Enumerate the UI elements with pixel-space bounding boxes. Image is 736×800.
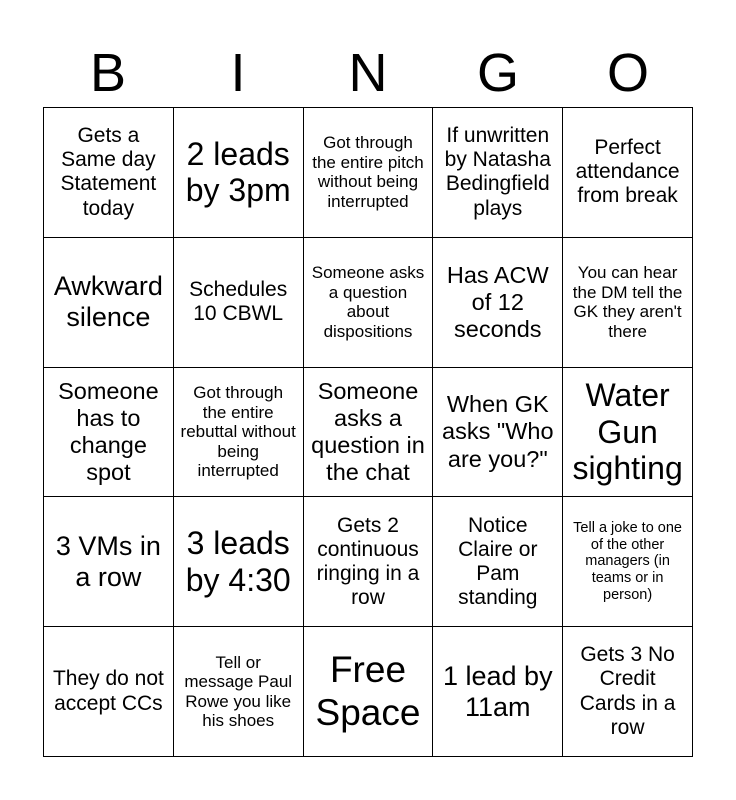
bingo-cell-r3c3[interactable] bbox=[304, 368, 434, 498]
bingo-cell-r1c4[interactable] bbox=[433, 108, 563, 238]
bingo-cell-free-space[interactable] bbox=[304, 627, 434, 757]
bingo-cell-r1c3[interactable] bbox=[304, 108, 434, 238]
bingo-cell-r3c5[interactable] bbox=[563, 368, 693, 498]
bingo-cell-r4c2[interactable] bbox=[174, 497, 304, 627]
bingo-cell-r4c4[interactable] bbox=[433, 497, 563, 627]
cell-text: When GK asks "Who are you?" bbox=[442, 391, 554, 472]
bingo-cell-r1c1[interactable] bbox=[44, 108, 174, 238]
cell-text: Perfect attendance from break bbox=[575, 136, 680, 208]
cell-text: Gets a Same day Statement today bbox=[60, 124, 157, 220]
cell-text: Tell a joke to one of the other managers (in teams or in person) bbox=[573, 520, 682, 603]
bingo-cell-r3c4[interactable] bbox=[433, 368, 563, 498]
bingo-grid bbox=[43, 107, 693, 757]
bingo-header bbox=[43, 40, 693, 106]
bingo-cell-r4c1[interactable] bbox=[44, 497, 174, 627]
header-letter-g: G bbox=[476, 43, 519, 103]
bingo-cell-r3c2[interactable] bbox=[174, 368, 304, 498]
bingo-cell-r5c1[interactable] bbox=[44, 627, 174, 757]
cell-text: They do not accept CCs bbox=[52, 667, 164, 715]
cell-text: Schedules 10 CBWL bbox=[189, 278, 288, 326]
bingo-cell-r5c2[interactable] bbox=[174, 627, 304, 757]
cell-text: Free Space bbox=[315, 649, 421, 733]
bingo-cell-r1c2[interactable] bbox=[174, 108, 304, 238]
bingo-cell-r2c1[interactable] bbox=[44, 238, 174, 368]
bingo-cell-r5c4[interactable] bbox=[433, 627, 563, 757]
cell-text: Tell or message Paul Rowe you like his shoes bbox=[184, 652, 293, 731]
header-letter-b: B bbox=[89, 43, 127, 103]
header-letter-i: I bbox=[230, 43, 246, 103]
cell-text: Gets 3 No Credit Cards in a row bbox=[579, 643, 676, 739]
cell-text: Someone has to change spot bbox=[58, 377, 159, 485]
cell-text: Someone asks a question in the chat bbox=[311, 377, 425, 485]
cell-text: Has ACW of 12 seconds bbox=[446, 261, 549, 342]
bingo-cell-r2c4[interactable] bbox=[433, 238, 563, 368]
bingo-cell-r2c2[interactable] bbox=[174, 238, 304, 368]
cell-text: 3 VMs in a row bbox=[55, 530, 161, 592]
bingo-cell-r2c5[interactable] bbox=[563, 238, 693, 368]
cell-text: Water Gun sighting bbox=[572, 376, 683, 487]
cell-text: If unwritten by Natasha Bedingfield plays bbox=[444, 124, 551, 220]
bingo-cell-r2c3[interactable] bbox=[304, 238, 434, 368]
bingo-cell-r4c5[interactable] bbox=[563, 497, 693, 627]
cell-text: You can hear the DM tell the GK they aren't there bbox=[572, 263, 683, 341]
bingo-cell-r3c1[interactable] bbox=[44, 368, 174, 498]
bingo-cell-r4c3[interactable] bbox=[304, 497, 434, 627]
cell-text: Someone asks a question about dispositions bbox=[311, 263, 425, 341]
cell-text: Notice Claire or Pam standing bbox=[458, 513, 538, 609]
cell-text: 2 leads by 3pm bbox=[185, 135, 291, 209]
bingo-cell-r1c5[interactable] bbox=[563, 108, 693, 238]
header-letter-n: N bbox=[348, 43, 388, 103]
cell-text: Gets 2 continuous ringing in a row bbox=[316, 513, 420, 609]
header-letter-o: O bbox=[606, 43, 649, 103]
cell-text: Got through the entire pitch without being interrupted bbox=[312, 133, 424, 211]
cell-text: 3 leads by 4:30 bbox=[185, 524, 291, 598]
bingo-cell-r5c5[interactable] bbox=[563, 627, 693, 757]
cell-text: Awkward silence bbox=[53, 271, 163, 333]
cell-text: 1 lead by 11am bbox=[442, 660, 553, 722]
cell-text: Got through the entire rebuttal without being interrupted bbox=[180, 383, 296, 481]
